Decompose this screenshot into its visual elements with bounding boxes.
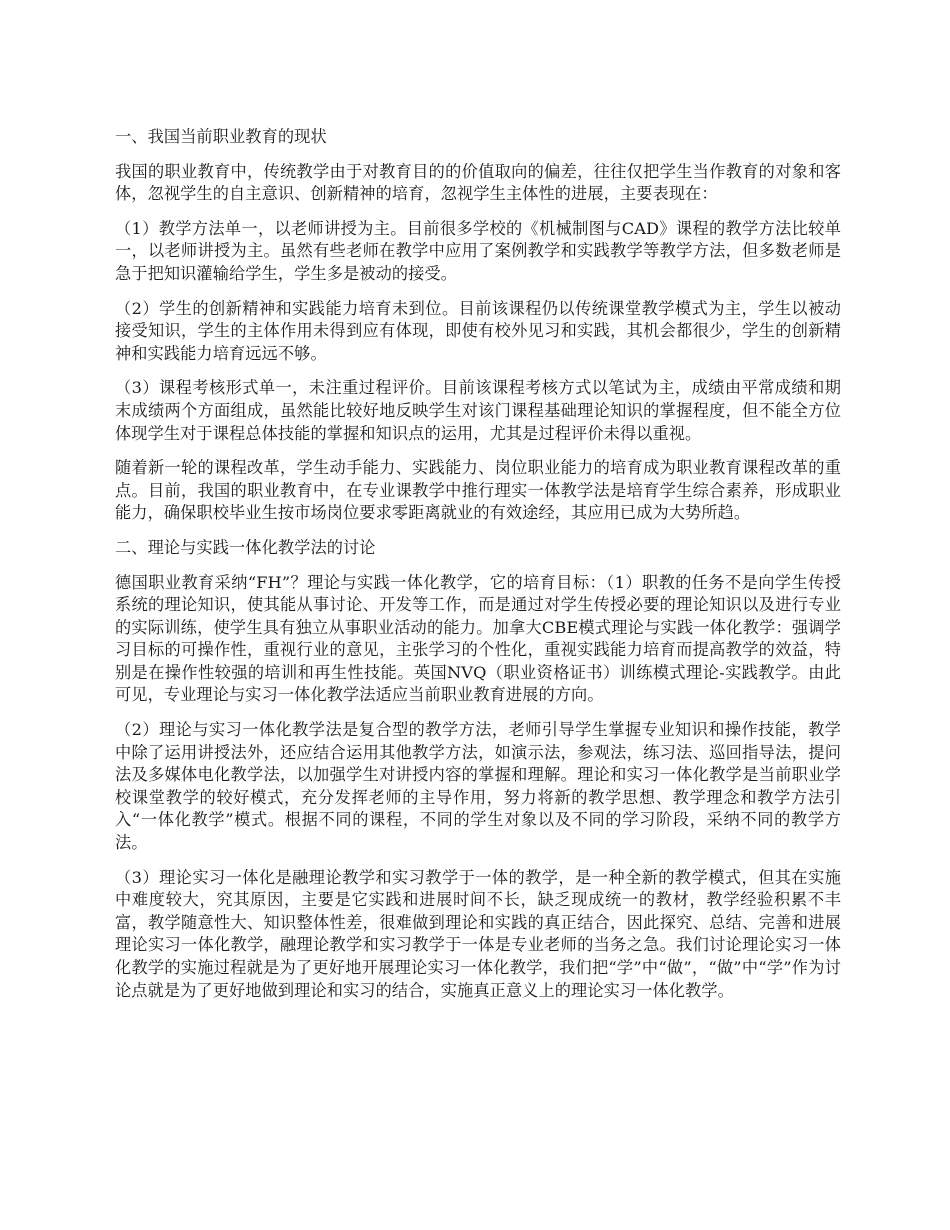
paragraph-international-models: 德国职业教育采纳“FH”？理论与实践一体化教学，它的培育目标：（1）职教的任务不是向学生传授系统的理论知识，使其能从事讨论、开发等工作，而是通过对学生传授必要的理论知识以及进行专业的实际训练，使学生具有独立从事职业活动的能力。加拿大CBE模式理论与实践一体化教学：强调学习目标的可操作性，重视行业的意见，主张学习的个性化，重视实践能力培育而提高教学的效益，特别是在操作性较强的培训和再生性技能。英国NVQ（职业资格证书）训练模式理论-实践教学。由此可见，专业理论与实习一体化教学法适应当前职业教育进展的方向。 [115,572,841,705]
paragraph-point-1: （1）教学方法单一，以老师讲授为主。目前很多学校的《机械制图与CAD》课程的教学方法比较单一，以老师讲授为主。虽然有些老师在教学中应用了案例教学和实践教学等教学方法，但多数老师是急于把知识灌输给学生，学生多是被动的接受。 [115,218,841,283]
paragraph-point-2: （2）学生的创新精神和实践能力培育未到位。目前该课程仍以传统课堂教学模式为主，学生以被动接受知识，学生的主体作用未得到应有体现，即使有校外见习和实践，其机会都很少，学生的创新精神和实践能力培育远远不够。 [115,298,841,363]
paragraph-point-3: （3）课程考核形式单一，未注重过程评价。目前该课程考核方式以笔试为主，成绩由平常成绩和期末成绩两个方面组成，虽然能比较好地反映学生对该门课程基础理论知识的掌握程度，但不能全方位体现学生对于课程总体技能的掌握和知识点的运用，尤其是过程评价未得以重视。 [115,378,841,443]
document-body [115,126,841,1014]
paragraph-reform: 随着新一轮的课程改革，学生动手能力、实践能力、岗位职业能力的培育成为职业教育课程改革的重点。目前，我国的职业教育中，在专业课教学中推行理实一体教学法是培育学生综合素养，形成职业能力，确保职校毕业生按市场岗位要求零距离就业的有效途经，其应用已成为大势所趋。 [115,458,841,523]
section-heading-integrated-method: 二、理论与实践一体化教学法的讨论 [115,537,376,557]
section-heading-current-status: 一、我国当前职业教育的现状 [115,127,327,146]
paragraph-compound-method: （2）理论与实习一体化教学法是复合型的教学方法，老师引导学生掌握专业知识和操作技能，教学中除了运用讲授法外，还应结合运用其他教学方法，如演示法，参观法，练习法、巡回指导法，提问法及多媒体电化教学法，以加强学生对讲授内容的掌握和理解。理论和实习一体化教学是当前职业学校课堂教学的较好模式，充分发挥老师的主导作用，努力将新的教学思想、教学理念和教学方法引入“一体化教学”模式。根据不同的课程，不同的学生对象以及不同的学习阶段，采纳不同的教学方法。 [115,720,841,853]
paragraph-implementation: （3）理论实习一体化是融理论教学和实习教学于一体的教学，是一种全新的教学模式，但其在实施中难度较大，究其原因，主要是它实践和进展时间不长，缺乏现成统一的教材，教学经验积累不丰富，教学随意性大、知识整体性差，很难做到理论和实践的真正结合，因此探究、总结、完善和进展理论实习一体化教学，融理论教学和实习教学于一体是专业老师的当务之急。我们讨论理论实习一体化教学的实施过程就是为了更好地开展理论实习一体化教学，我们把“学”中“做”，“做”中“学”作为讨论点就是为了更好地做到理论和实习的结合，实施真正意义上的理论实习一体化教学。 [115,867,841,1000]
paragraph-intro: 我国的职业教育中，传统教学由于对教育目的的价值取向的偏差，往往仅把学生当作教育的对象和客体，忽视学生的自主意识、创新精神的培育，忽视学生主体性的进展，主要表现在： [115,161,841,204]
